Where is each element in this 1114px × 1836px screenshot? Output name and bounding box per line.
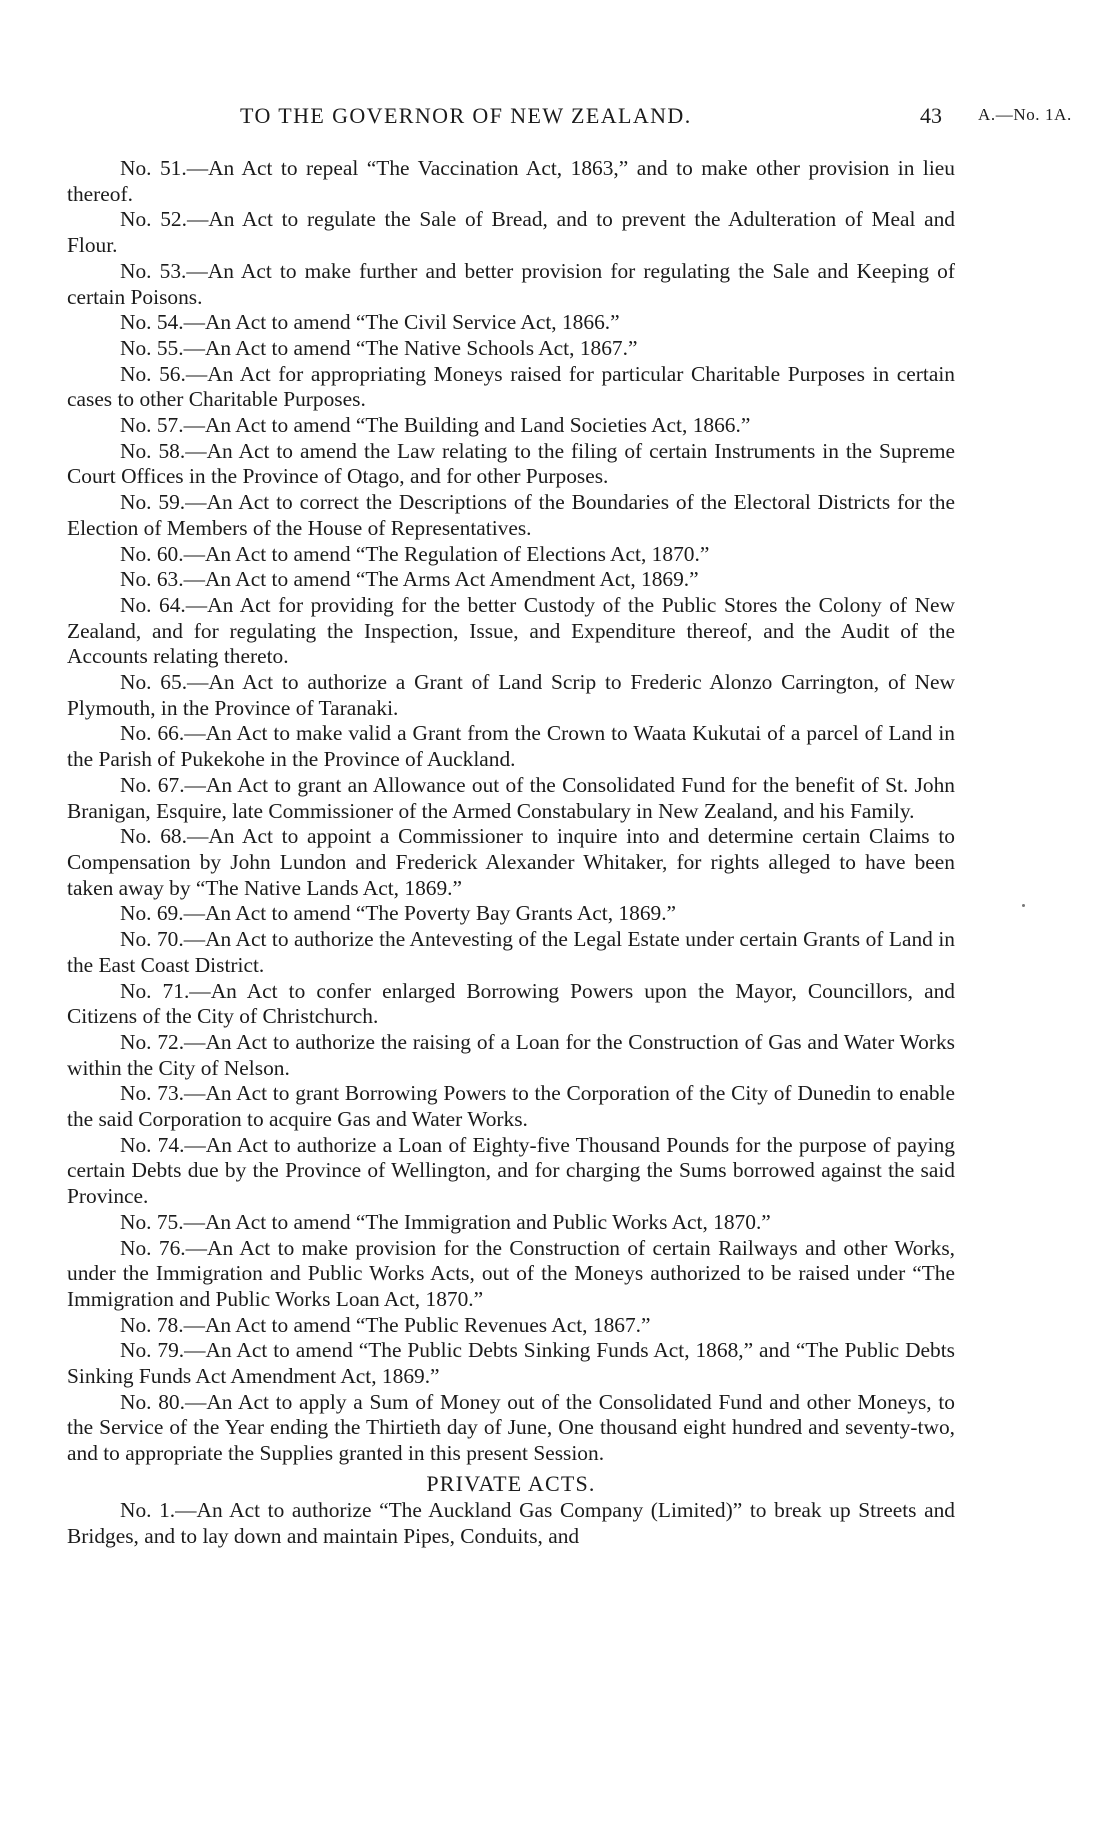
acts-list [67,156,955,1549]
act-entry: No. 58.—An Act to amend the Law relating to the filing of certain Instruments in the Supreme Court Offices in the Province of Otago, and for other Purposes. [67,438,955,489]
act-entry: No. 71.—An Act to confer enlarged Borrowing Powers upon the Mayor, Councillors, and Citizens of the City of Christchurch. [67,978,955,1029]
act-entry: No. 68.—An Act to appoint a Commissioner to inquire into and determine certain Claims to Compensation by John Lundon and Frederick Alexander Whitaker, for rights alleged to have been taken away by “The Native Lands Act, 1869.” [67,824,955,900]
act-entry: No. 54.—An Act to amend “The Civil Service Act, 1866.” [120,310,620,335]
act-entry: No. 57.—An Act to amend “The Building and Land Societies Act, 1866.” [120,413,751,438]
page-header [0,103,1114,133]
act-entry: No. 80.—An Act to apply a Sum of Money out of the Consolidated Fund and other Moneys, to the Service of the Year ending the Thirtieth day of June, One thousand eight hundred and seventy-two, and to appropriate the Supplies granted in this present Session. [67,1389,955,1466]
act-entry: No. 59.—An Act to correct the Descriptions of the Boundaries of the Electoral Districts for the Election of Members of the House of Representatives. [67,490,955,540]
page-title: TO THE GOVERNOR OF NEW ZEALAND. [240,103,692,128]
act-entry: No. 69.—An Act to amend “The Poverty Bay Grants Act, 1869.” [120,901,677,926]
act-entry: No. 72.—An Act to authorize the raising of a Loan for the Construction of Gas and Water Works within the City of Nelson. [67,1029,955,1080]
act-entry: No. 74.—An Act to authorize a Loan of Eighty-five Thousand Pounds for the purpose of paying certain Debts due by the Province of Wellington, and for charging the Sums borrowed against the said Province. [67,1132,955,1209]
private-act-entry: No. 1.—An Act to authorize “The Auckland Gas Company (Limited)” to break up Streets and Bridges, and to lay down and maintain Pipes, Conduits, and [67,1497,955,1548]
page-number: 43 [920,103,942,128]
act-entry: No. 70.—An Act to authorize the Antevesting of the Legal Estate under certain Grants of Land in the East Coast District. [67,927,955,977]
print-speck [1022,904,1025,907]
act-entry: No. 60.—An Act to amend “The Regulation of Elections Act, 1870.” [120,541,710,566]
act-entry: No. 55.—An Act to amend “The Native Schools Act, 1867.” [120,335,638,360]
act-entry: No. 67.—An Act to grant an Allowance out of the Consolidated Fund for the benefit of St. John Branigan, Esquire, late Commissioner of the Armed Constabulary in New Zealand, and his Family. [67,772,955,823]
act-entry: No. 65.—An Act to authorize a Grant of Land Scrip to Frederic Alonzo Carrington, of New Plymouth, in the Province of Taranaki. [67,670,955,720]
act-entry: No. 75.—An Act to amend “The Immigration and Public Works Act, 1870.” [120,1209,771,1234]
private-acts-heading: PRIVATE ACTS. [426,1470,596,1496]
act-entry: No. 63.—An Act to amend “The Arms Act Amendment Act, 1869.” [120,567,699,592]
act-entry: No. 66.—An Act to make valid a Grant from the Crown to Waata Kukutai of a parcel of Land in the Parish of Pukekohe in the Province of Auckland. [67,721,955,772]
document-reference: A.—No. 1A. [978,105,1072,124]
act-entry: No. 52.—An Act to regulate the Sale of Bread, and to prevent the Adulteration of Meal and Flour. [67,207,955,258]
act-entry: No. 73.—An Act to grant Borrowing Powers to the Corporation of the City of Dunedin to enable the said Corporation to acquire Gas and Water Works. [67,1081,955,1132]
act-entry: No. 64.—An Act for providing for the better Custody of the Public Stores the Colony of New Zealand, and for regulating the Inspection, Issue, and Expenditure thereof, and the Audit of the Accounts relating thereto. [67,592,955,669]
act-entry: No. 56.—An Act for appropriating Moneys raised for particular Charitable Purposes in certain cases to other Charitable Purposes. [67,361,955,412]
act-entry: No. 51.—An Act to repeal “The Vaccination Act, 1863,” and to make other provision in lieu thereof. [67,156,955,206]
act-entry: No. 53.—An Act to make further and better provision for regulating the Sale and Keeping of certain Poisons. [67,258,955,309]
act-entry: No. 76.—An Act to make provision for the Construction of certain Railways and other Works, under the Immigration and Public Works Acts, out of the Moneys authorized to be raised under “The Immigration and Public Works Loan Act, 1870.” [67,1235,955,1311]
act-entry: No. 78.—An Act to amend “The Public Revenues Act, 1867.” [120,1312,651,1337]
act-entry: No. 79.—An Act to amend “The Public Debts Sinking Funds Act, 1868,” and “The Public Debts Sinking Funds Act Amendment Act, 1869.” [67,1338,955,1389]
